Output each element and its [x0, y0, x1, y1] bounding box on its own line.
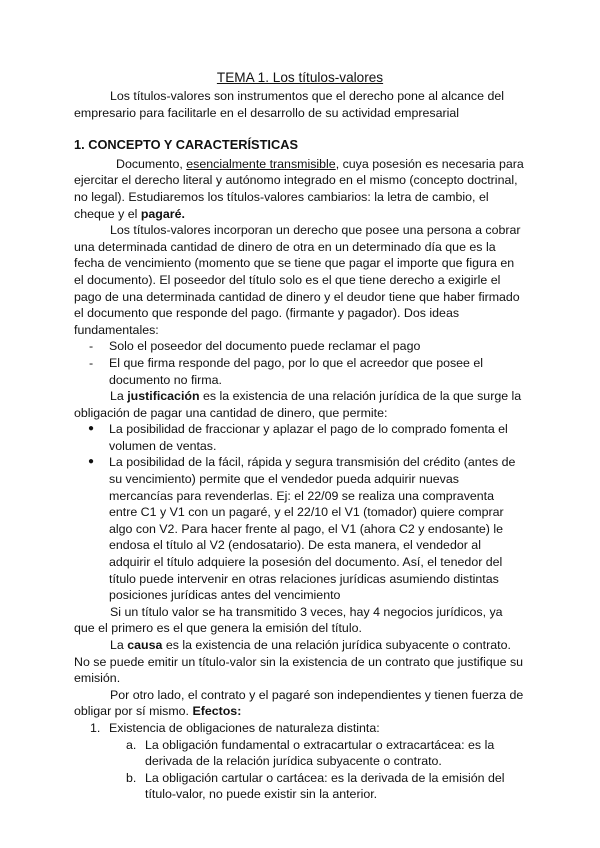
lettered-list — [74, 737, 524, 803]
bold-term-pagare: pagaré. — [140, 206, 185, 221]
list-item: a. La obligación fundamental o extracartular o extracartácea: es la derivada de la relación jurídica subyacente o contrato. — [126, 737, 495, 769]
causa-paragraph: La causa es la existencia de una relación jurídica subyacente o contrato. No se puede emitir un título-valor sin la existencia de un contrato que justifique su emisión. — [74, 638, 524, 686]
list-item: ● La posibilidad de la fácil, rápida y segura transmisión del crédito (antes de su vencimiento) permite que el vendedor pueda adquirir nuevas mercancías para revenderlas. Ej: el 22/09 se realiza una compraventa entre C1 y V1 con un pagaré, y el 22/10 el V1 (tomador) quiere comprar algo con V2. Para hacer frente al pago, el V1 (ahora C2 y endosante) le endosa el título al V2 (endosatario). De esta manera, el vendedor al adquirir el título adquiere la posesión del documento. Así, el tenedor del título puede intervenir en otras relaciones jurídicas asumiendo distintas posiciones jurídicas antes del vencimiento — [88, 455, 516, 603]
page-title: TEMA 1. Los títulos-valores — [216, 70, 384, 85]
list-item: - El que firma responde del pago, por lo que el acreedor que posee el documento no firma. — [89, 355, 484, 387]
list-item: ● La posibilidad de fraccionar y aplazar el pago de lo comprado fomenta el volumen de ventas. — [88, 422, 508, 453]
list-item: - Solo el poseedor del documento puede reclamar el pago — [89, 339, 421, 354]
underlined-term: esencialmente transmisible — [186, 156, 336, 171]
justification-paragraph: La justificación es la existencia de una relación jurídica de la que surge la obligación de pagar una cantidad de dinero, que permite: — [74, 389, 522, 420]
bold-term-justificacion: justificación — [127, 389, 200, 404]
list-item: 1. Existencia de obligaciones de naturaleza distinta: — [90, 720, 380, 735]
letter-marker: b. — [126, 770, 137, 785]
intro-paragraph: Los títulos-valores son instrumentos que el derecho pone al alcance del empresario para facilitarle en el desarrollo de su actividad empresarial — [74, 89, 504, 120]
document-body — [74, 88, 524, 803]
rights-paragraph: Los títulos-valores incorporan un derecho que posee una persona a cobrar una determinada cantidad de dinero de otra en un determinado día que es la fecha de vencimiento (momento que se tiene que pagar el importe que figura en el documento). El poseedor del título solo es el que tiene derecho a exigirle el pago de una determinada cantidad de dinero y el deudor tiene que haber firmado el documento que responde del pago. (firmante y pagador). Dos ideas fundamentales: — [74, 223, 521, 337]
section-heading: 1. CONCEPTO Y CARACTERÍSTICAS — [74, 137, 298, 153]
numbered-list — [74, 720, 524, 737]
negocios-paragraph: Si un título valor se ha transmitido 3 veces, hay 4 negocios jurídicos, ya que el primero es el que genera la emisión del título. — [74, 604, 503, 636]
bullet-list — [74, 421, 524, 604]
letter-marker: a. — [126, 737, 137, 752]
dash-marker: - — [89, 339, 94, 354]
definition-paragraph: Documento, esencialmente transmisible, cuya posesión es necesaria para ejercitar el derecho literal y autónomo integrado en el mismo (concepto doctrinal, no legal). Estudiaremos los títulos-valores cambiarios: la letra de cambio, el cheque y el pagaré. — [74, 156, 524, 221]
efectos-paragraph: Por otro lado, el contrato y el pagaré son independientes y tienen fuerza de obligar por sí mismo. Efectos: — [74, 687, 524, 719]
bullet-marker: ● — [88, 423, 95, 435]
dash-list — [74, 338, 524, 388]
bullet-marker: ● — [88, 456, 95, 468]
list-item: b. La obligación cartular o cartácea: es la derivada de la emisión del título-valor, no puede existir sin la anterior. — [126, 770, 505, 802]
bold-term-efectos: Efectos: — [192, 704, 242, 719]
bold-term-causa: causa — [127, 638, 163, 652]
dash-marker: - — [89, 355, 94, 370]
number-marker: 1. — [90, 720, 101, 735]
